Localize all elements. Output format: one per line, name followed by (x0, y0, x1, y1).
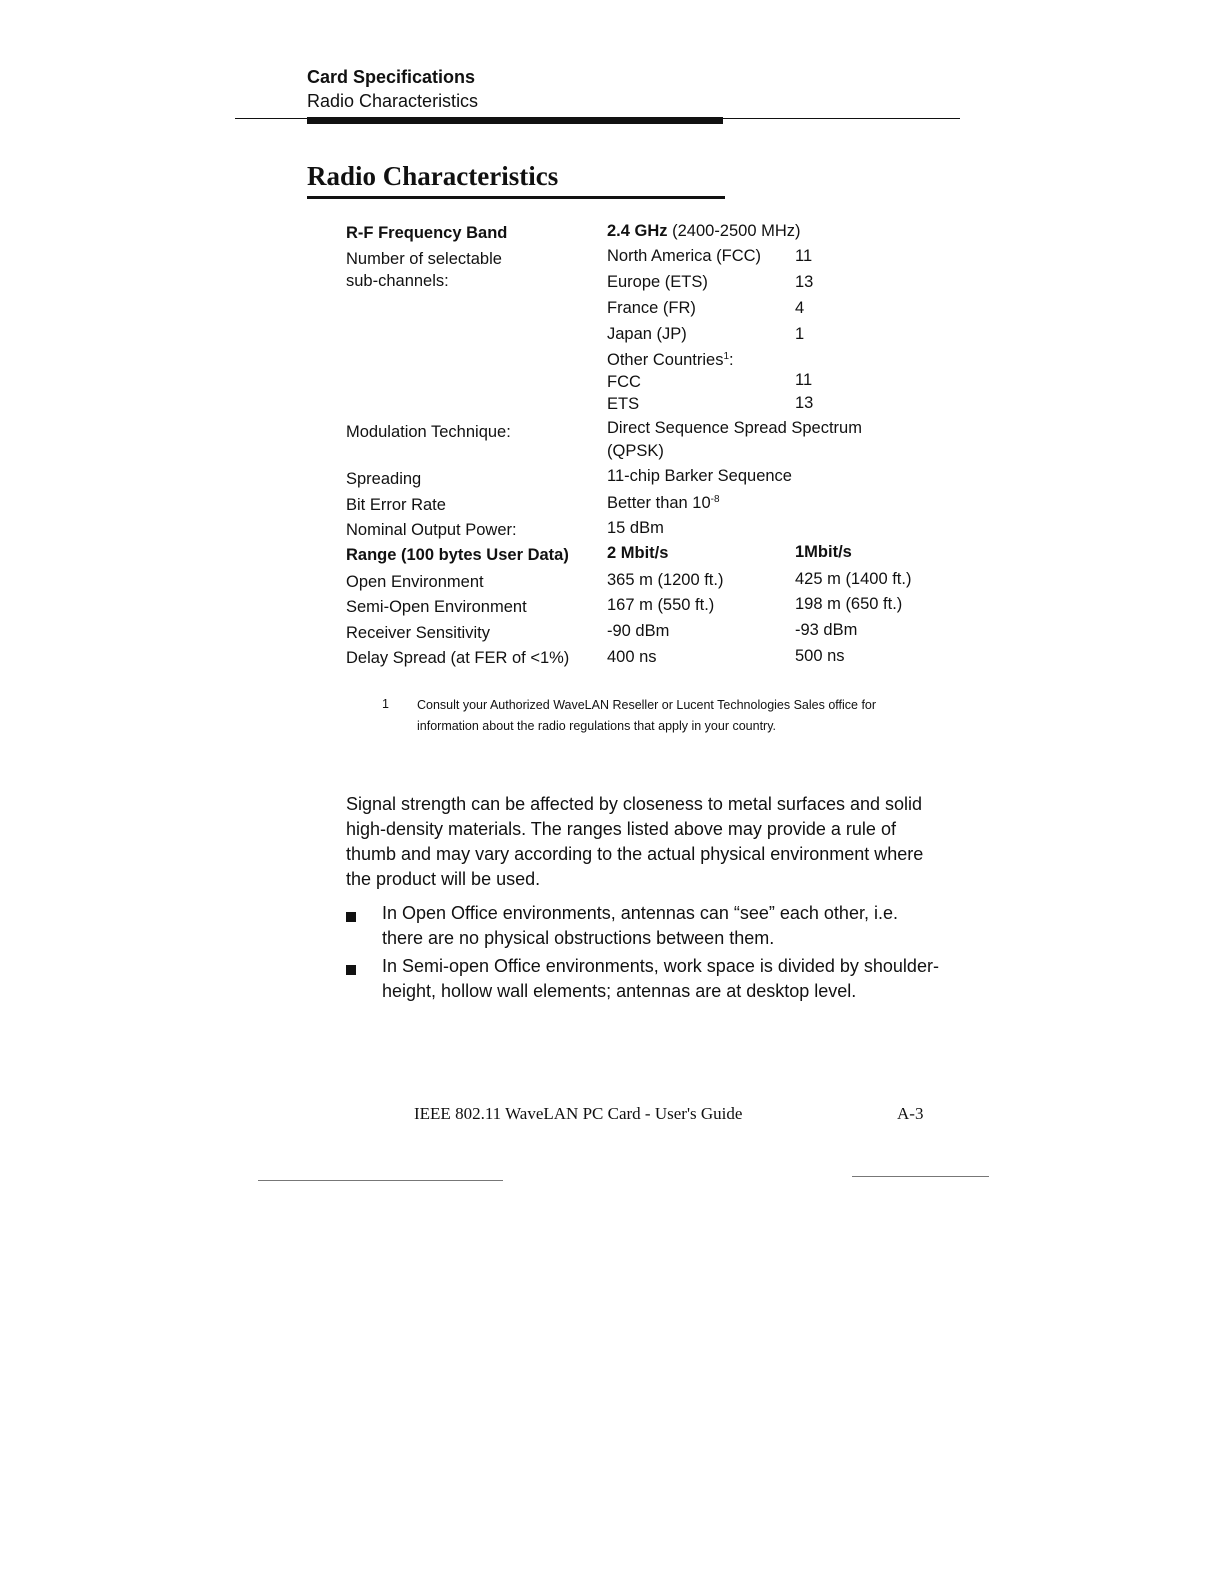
channel-region: France (FR) (607, 299, 696, 317)
range-row-value-2mbit: -90 dBm (607, 622, 670, 640)
channel-region: Japan (JP) (607, 325, 687, 343)
bullet-text: In Open Office environments, antennas can “see” each other, i.e. there are no physical obstructions between them. (382, 903, 898, 948)
running-header-section: Card Specifications (307, 67, 476, 87)
range-row-value-2mbit: 400 ns (607, 648, 657, 666)
page-title: Radio Characteristics (307, 161, 559, 191)
page-number: A-3 (897, 1104, 924, 1123)
bullet-text: In Semi-open Office environments, work space is divided by shoulder-height, hollow wall elements; antennas are at desktop level. (382, 956, 939, 1001)
channel-count: 11 (795, 247, 813, 265)
spreading-value: 11-chip Barker Sequence (607, 467, 792, 485)
modulation-value-line2: (QPSK) (607, 442, 664, 460)
range-row-value-2mbit: 365 m (1200 ft.) (607, 571, 724, 589)
channel-region: ETS (607, 395, 640, 413)
header-rule-thick (307, 117, 723, 124)
subchannels-label-line2: sub-channels: (346, 272, 449, 290)
range-row-label: Delay Spread (at FER of <1%) (346, 649, 570, 667)
channel-count: 13 (795, 273, 814, 291)
range-col-1mbit: 1Mbit/s (795, 543, 852, 561)
range-row-label: Semi-Open Environment (346, 598, 527, 616)
range-row-label: Receiver Sensitivity (346, 624, 490, 642)
running-header-subsection: Radio Characteristics (307, 91, 479, 111)
bullet-marker (346, 965, 356, 975)
footnote-number: 1 (382, 697, 389, 711)
range-row-value-1mbit: 425 m (1400 ft.) (795, 570, 912, 588)
ber-value: Better than $10^{-8}$ (607, 494, 720, 512)
bullet-marker (346, 912, 356, 922)
range-row-value-1mbit: 500 ns (795, 647, 845, 665)
footer-scan-line (852, 1176, 989, 1177)
channel-count: 13 (795, 394, 814, 412)
channel-region: FCC (607, 373, 641, 391)
spreading-label: Spreading (346, 470, 422, 488)
modulation-value-line1: Direct Sequence Spread Spectrum (607, 419, 862, 437)
range-row-value-1mbit: -93 dBm (795, 621, 858, 639)
channel-region: North America (FCC) (607, 247, 762, 265)
channel-count: 11 (795, 371, 813, 389)
rf-band-label: R-F Frequency Band (346, 224, 508, 242)
rf-band-value: 2.4 GHz (2400-2500 MHz) (607, 222, 801, 240)
ber-label: Bit Error Rate (346, 496, 446, 514)
modulation-label: Modulation Technique: (346, 423, 511, 441)
body-paragraph: Signal strength can be affected by closeness to metal surfaces and solid high-density materials. The ranges listed above may provide a rule of thumb and may vary according to the actual physical environment where the product will be used. (346, 794, 924, 889)
title-rule (307, 196, 725, 199)
range-label: Range (100 bytes User Data) (346, 546, 569, 564)
power-value: 15 dBm (607, 519, 664, 537)
power-label: Nominal Output Power: (346, 521, 517, 539)
footer-title: IEEE 802.11 WaveLAN PC Card - User's Guide (414, 1104, 743, 1123)
channel-region: Europe (ETS) (607, 273, 708, 291)
footnote-text: Consult your Authorized WaveLAN Reseller or Lucent Technologies Sales office for information about the radio regulations that apply in your country. (417, 698, 877, 733)
subchannels-label-line1: Number of selectable (346, 250, 502, 268)
range-col-2mbit: 2 Mbit/s (607, 544, 669, 562)
channel-count: 4 (795, 299, 805, 317)
footer-scan-line (258, 1180, 503, 1181)
channel-count: 1 (795, 325, 805, 343)
range-row-value-2mbit: 167 m (550 ft.) (607, 596, 715, 614)
range-row-label: Open Environment (346, 573, 484, 591)
other-countries-label: Other Countries$^1$: (607, 351, 734, 369)
range-row-value-1mbit: 198 m (650 ft.) (795, 595, 903, 613)
